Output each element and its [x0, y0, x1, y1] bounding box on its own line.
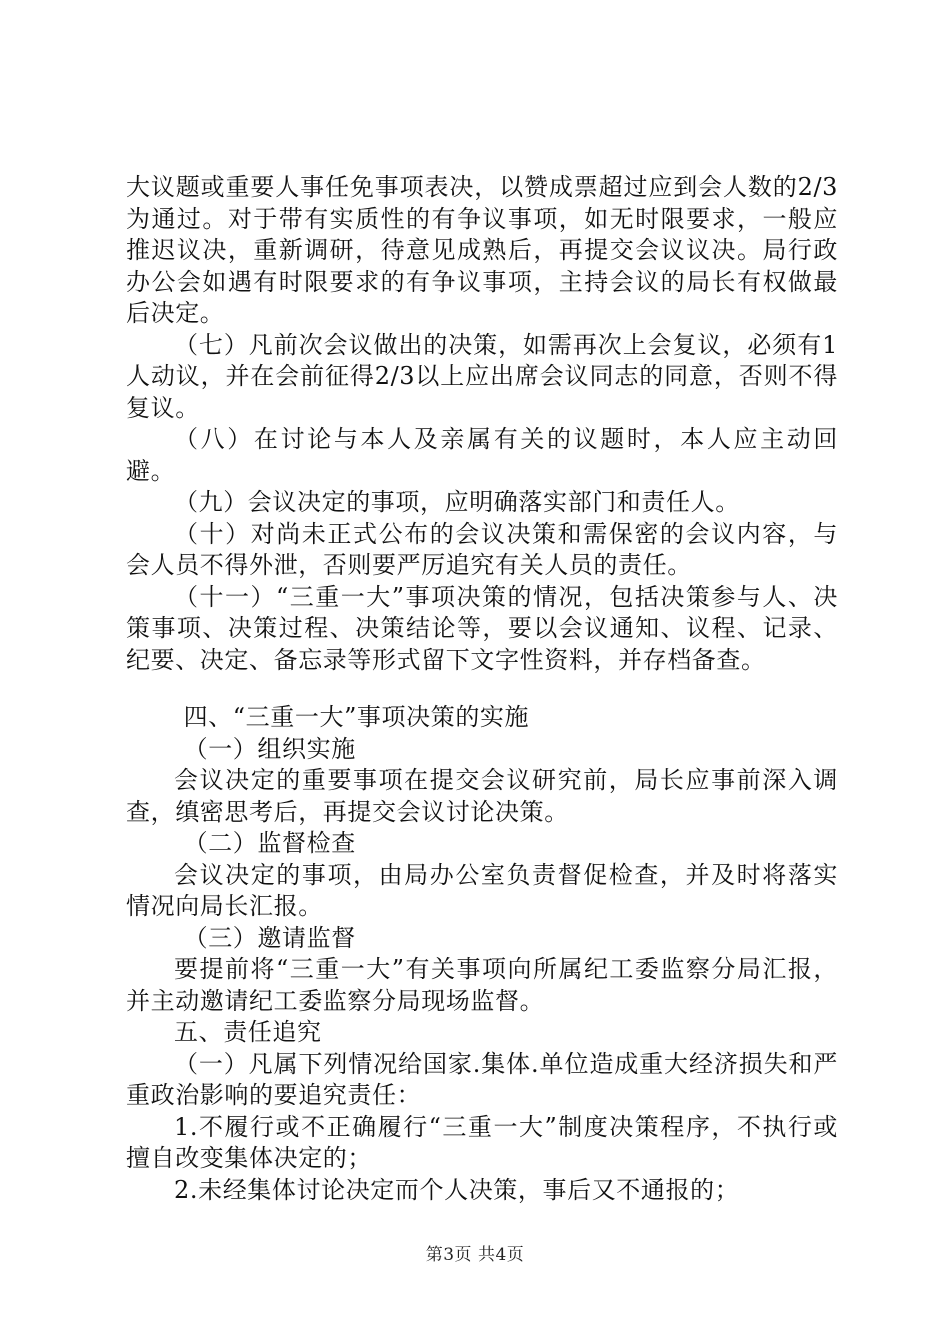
paragraph-item-7: （七）凡前次会议做出的决策，如需再次上会复议，必须有1人动议，并在会前征得2/3以上应出席会议同志的同意，否则不得复议。: [126, 330, 838, 422]
paragraph-invite: 要提前将“三重一大”有关事项向所属纪工委监察分局汇报，并主动邀请纪工委监察分局现场监督。: [126, 955, 838, 1015]
subheading-invite: （三）邀请监督: [183, 923, 356, 952]
paragraph-item-10: （十）对尚未正式公布的会议决策和需保密的会议内容，与会人员不得外泄，否则要严厉追究有关人员的责任。: [126, 519, 838, 579]
paragraph-item-11: （十一）“三重一大”事项决策的情况，包括决策参与人、决策事项、决策过程、决策结论等，要以会议通知、议程、记录、纪要、决定、备忘录等形式留下文字性资料，并存档备查。: [126, 582, 838, 674]
subheading-supervise: （二）监督检查: [183, 829, 356, 857]
list-item-2: 2.未经集体讨论决定而个人决策，事后又不通报的；: [174, 1175, 740, 1204]
page-number-footer: 第3页 共4页: [425, 1245, 525, 1265]
paragraph-supervise: 会议决定的事项，由局办公室负责督促检查，并及时将落实情况向局长汇报。: [126, 860, 838, 920]
section-heading-4: 四、“三重一大”事项决策的实施: [183, 703, 530, 731]
paragraph-item-8: （八）在讨论与本人及亲属有关的议题时，本人应主动回避。: [126, 425, 838, 485]
list-item-1: 1.不履行或不正确履行“三重一大”制度决策程序，不执行或擅自改变集体决定的；: [126, 1112, 838, 1172]
document-body: [126, 172, 838, 1206]
section-heading-5: 五、责任追究: [174, 1018, 322, 1046]
subheading-organize: （一）组织实施: [183, 734, 356, 763]
paragraph-accountability-1: （一）凡属下列情况给国家.集体.单位造成重大经济损失和严重政治影响的要追究责任：: [126, 1049, 838, 1109]
paragraph-item-9: （九）会议决定的事项，应明确落实部门和责任人。: [174, 488, 740, 516]
paragraph-voting-rules: 大议题或重要人事任免事项表决，以赞成票超过应到会人数的2/3为通过。对于带有实质性的有争议事项，如无时限要求，一般应推迟议决，重新调研，待意见成熟后，再提交会议议决。局行政办公会如遇有时限要求的有争议事项，主持会议的局长有权做最后决定。: [126, 173, 838, 327]
paragraph-gap: [126, 676, 838, 702]
paragraph-organize: 会议决定的重要事项在提交会议研究前，局长应事前深入调查，缜密思考后，再提交会议讨论决策。: [126, 766, 838, 826]
